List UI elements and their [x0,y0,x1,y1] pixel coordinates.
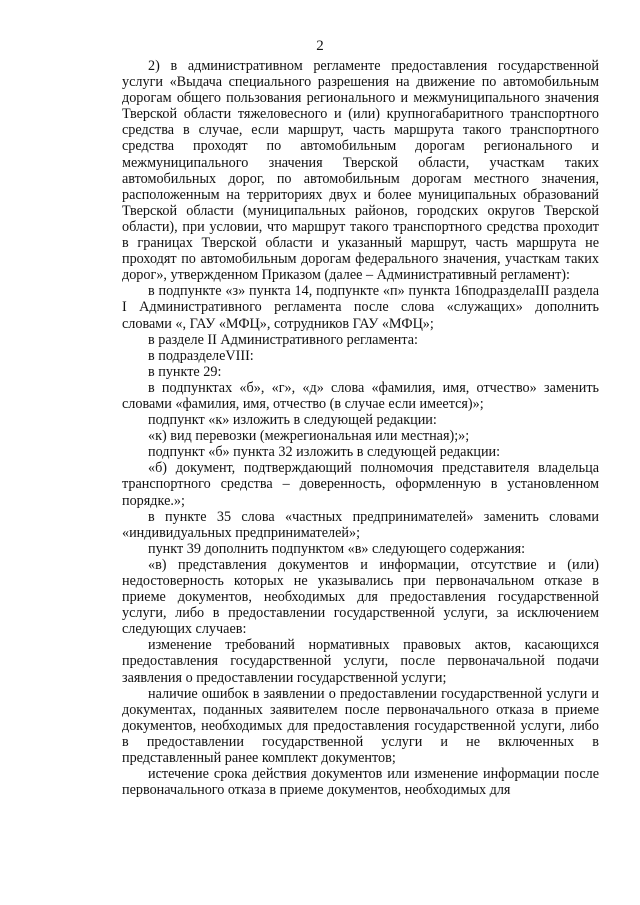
paragraph-exception-2: наличие ошибок в заявлении о предоставлении государственной услуги и документах, поданных заявителем после первоначального отказа в приеме документов, необходимых для предоставления государственной услуги, либо в предоставлении государственной услуги и не включенных в представленный ранее комплект документов; [122,685,599,767]
paragraph-clause-29: в пункте 29: [148,363,222,380]
paragraph-subsection-viii: в подразделеVIII: [148,347,254,364]
paragraph-clause-35: в пункте 35 слова «частных предпринимателей» заменить словами «индивидуальных предпринимателей»; [122,508,599,541]
document-body [122,58,599,798]
paragraph-regulation-intro: 2) в административном регламенте предоставления государственной услуги «Выдача специального разрешения на движение по автомобильным дорогам общего пользования регионального и межмуниципального значения Тверской области тяжеловесного и (или) крупногабаритного транспортного средства в случае, если маршрут, часть маршрута такого транспортного средства проходят по автомобильным дорогам регионального и межмуниципального значения Тверской области, участкам таких автомобильных дорог, по автомобильным дорогам местного значения, расположенным на территориях двух и более муниципальных образований Тверской области (муниципальных районов, городских округов Тверской области), при условии, что маршрут такого транспортного средства проходит в границах Тверской области и указанный маршрут, часть маршрута не проходят по автомобильным дорогам федерального значения, участкам таких дорог», утвержденном Приказом (далее – Административный регламент): [122,58,599,284]
paragraph-subclause-k-text: «к) вид перевозки (межрегиональная или местная);»; [148,428,470,445]
paragraph-clause-32-text: «б) документ, подтверждающий полномочия представителя владельца транспортного средства – доверенность, оформленную в установленном порядке.»; [122,460,599,509]
paragraph-subclauses-b-g-d: в подпунктах «б», «г», «д» слова «фамилия, имя, отчество» заменить словами «фамилия, имя, отчество (в случае если имеется)»; [122,379,599,412]
paragraph-exception-3: истечение срока действия документов или изменение информации после первоначального отказа в приеме документов, необходимых для [122,766,599,799]
paragraph-subclause-k: подпункт «к» изложить в следующей редакции: [148,412,437,429]
paragraph-exception-1: изменение требований нормативных правовых актов, касающихся предоставления государственной услуги, после первоначальной подачи заявления о предоставлении государственной услуги; [122,637,599,686]
paragraph-clause-32: подпункт «б» пункта 32 изложить в следующей редакции: [148,444,501,461]
paragraph-subclause-z: в подпункте «з» пункта 14, подпункте «п» пункта 16подразделаIII раздела I Административного регламента после слова «служащих» дополнить словами «, ГАУ «МФЦ», сотрудников ГАУ «МФЦ»; [122,283,599,332]
paragraph-clause-39-v: «в) представления документов и информации, отсутствие и (или) недостоверность которых не указывались при первоначальном отказе в приеме документов, необходимых для предоставления государственной услуги, либо в предоставлении государственной услуги, за исключением следующих случаев: [122,556,599,638]
page-number: 2 [316,38,324,54]
paragraph-clause-39: пункт 39 дополнить подпунктом «в» следующего содержания: [148,540,526,557]
paragraph-section-ii: в разделе II Административного регламента: [148,331,418,348]
